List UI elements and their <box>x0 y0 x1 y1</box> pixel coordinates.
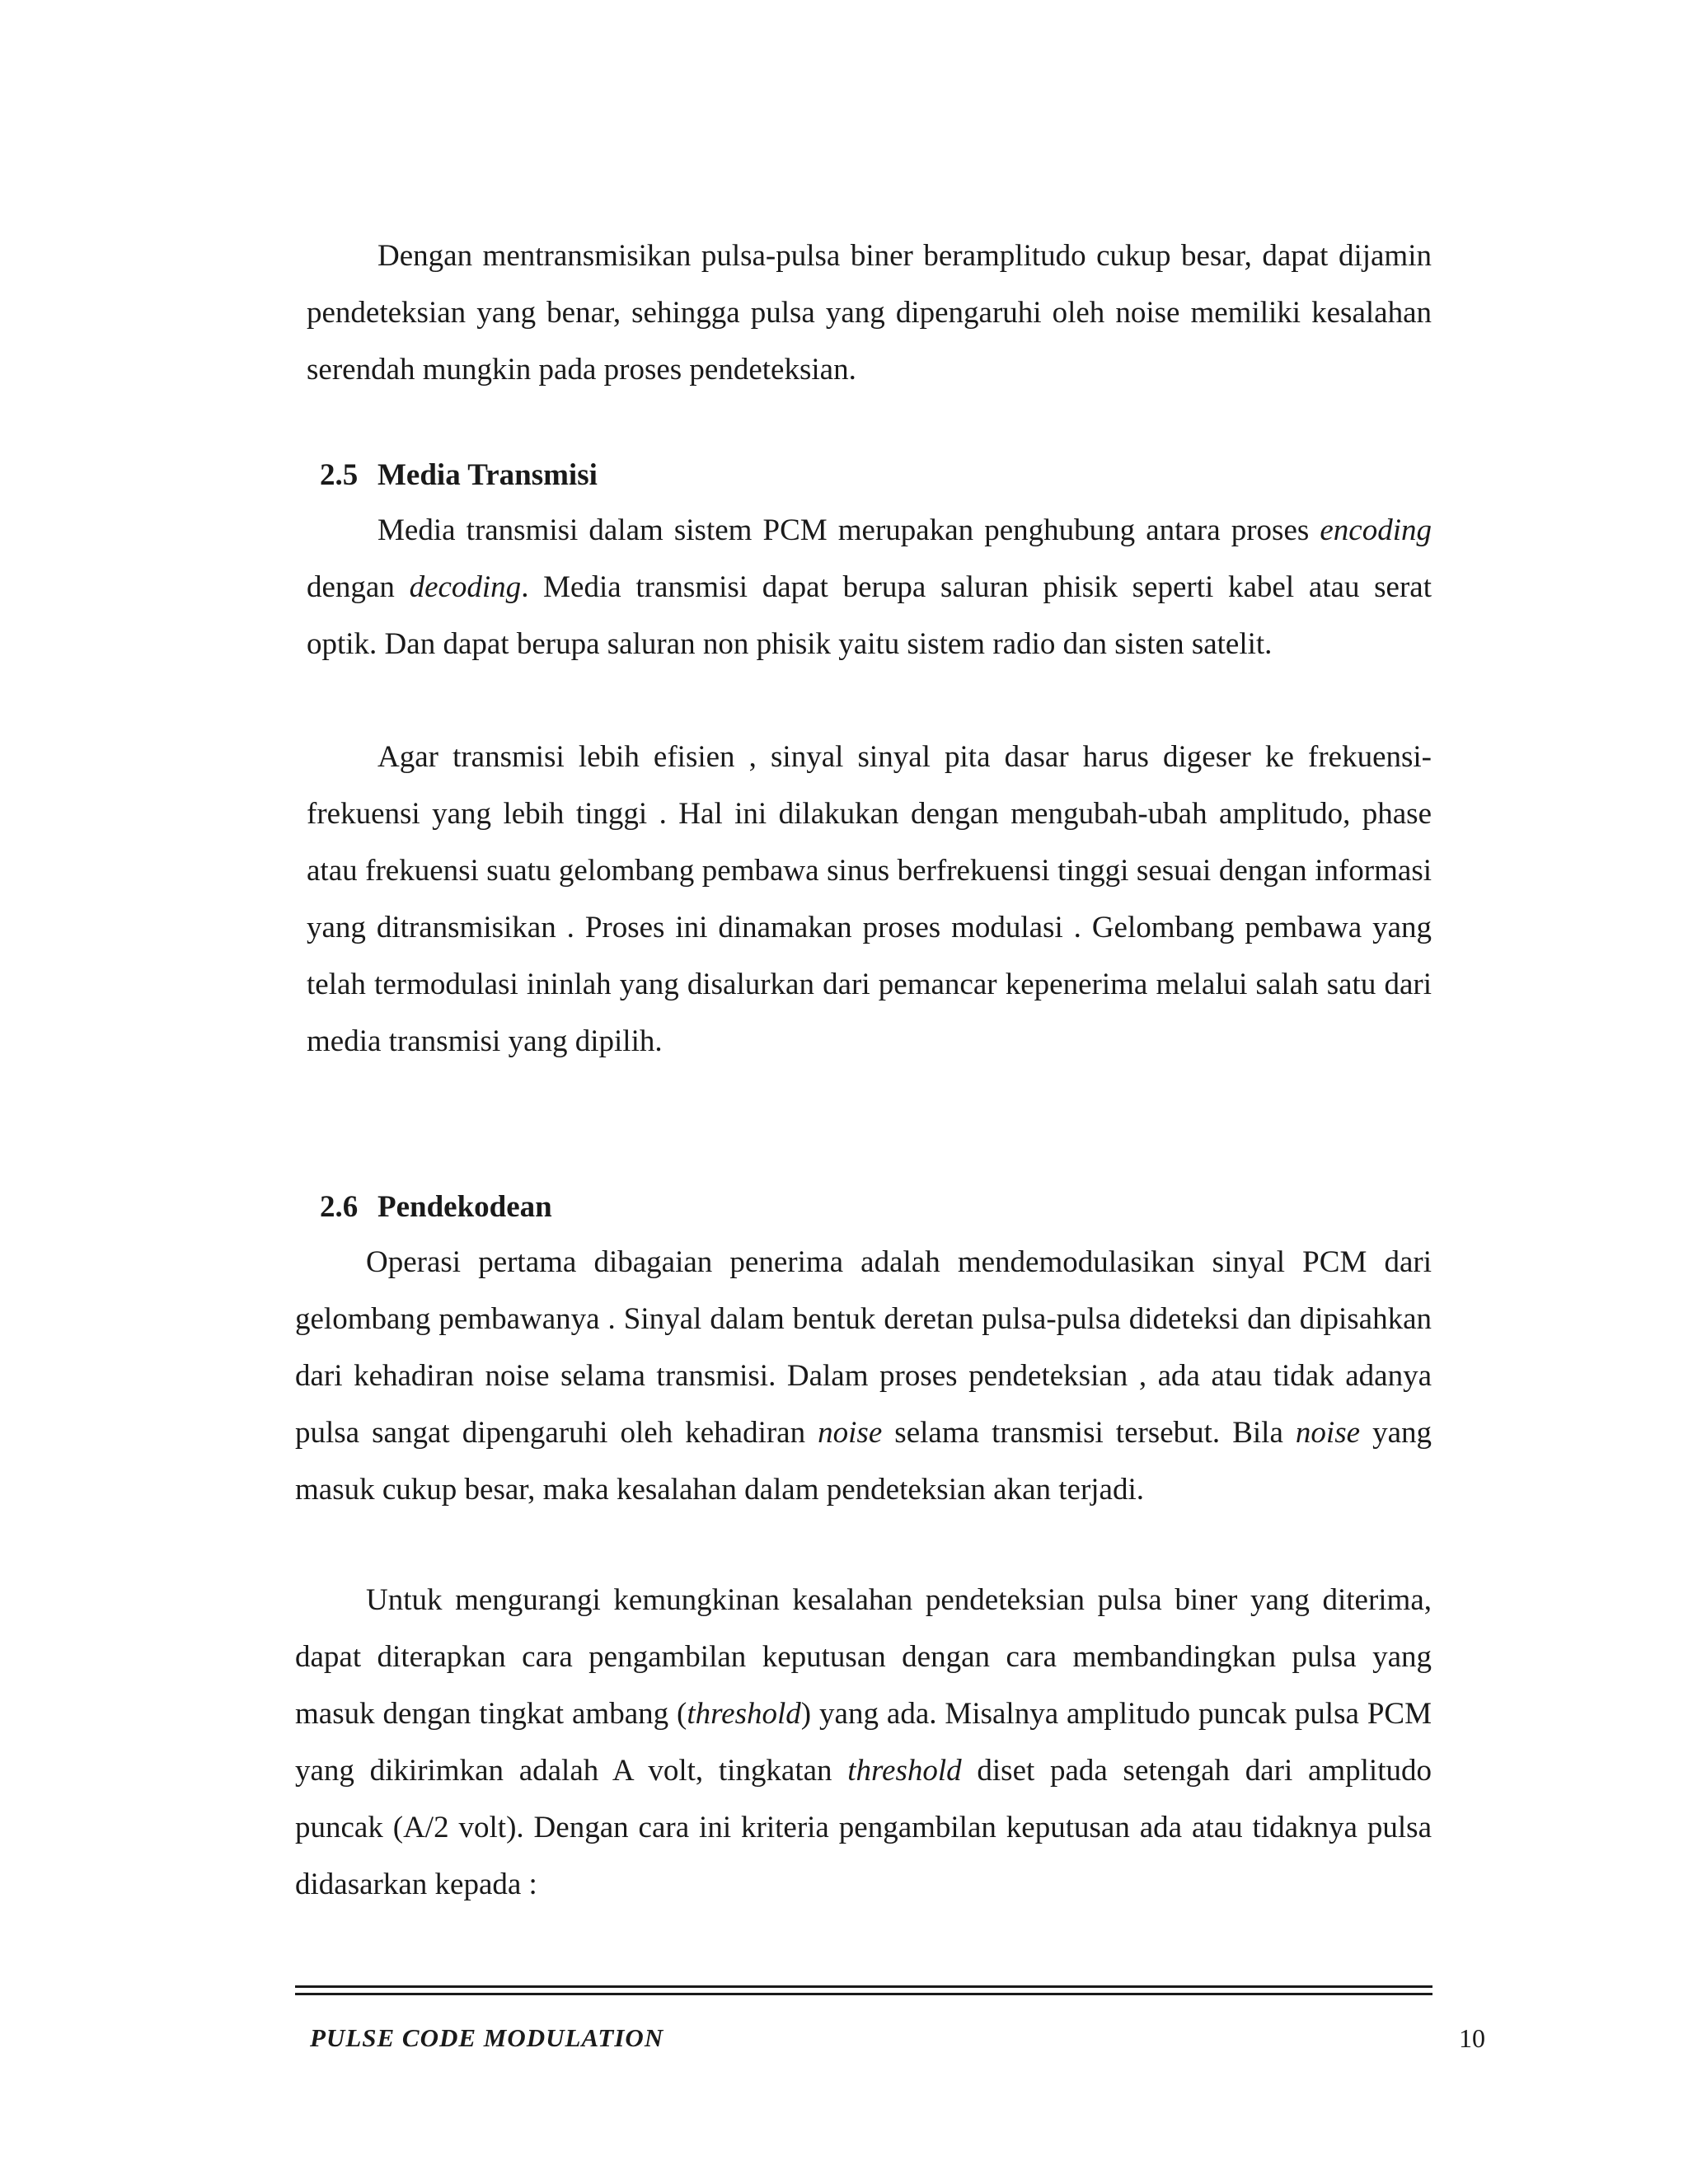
text-run: diset pada setengah dari amplitudo puncak (A/2 volt). Dengan cara ini kriteria pengambilan keputusan ada atau tidaknya pulsa didasarkan kepada : <box>295 1754 1432 1901</box>
footer-rule-top <box>295 1985 1432 1988</box>
text-run: Untuk mengurangi kemungkinan kesalahan pendeteksian pulsa biner yang diterima, dapat diterapkan cara pengambilan keputusan dengan cara membandingkan pulsa yang masuk dengan tingkat ambang ( <box>295 1583 1432 1731</box>
text-run: ) yang ada. Misalnya amplitudo puncak pulsa PCM yang dikirimkan adalah A volt, tingkatan <box>295 1697 1432 1788</box>
italic-term: encoding <box>1320 513 1432 547</box>
italic-term: threshold <box>687 1697 801 1731</box>
paragraph-media-transmisi <box>307 502 1432 673</box>
text-run: . Media transmisi dapat berupa saluran phisik seperti kabel atau serat optik. Dan dapat berupa saluran non phisik yaitu sistem radio dan sisten satelit. <box>307 570 1432 661</box>
page-number: 10 <box>1459 2023 1485 2053</box>
section-number: 2.5 <box>320 458 359 492</box>
paragraph-pendekodean <box>295 1234 1432 1518</box>
paragraph-modulasi: Agar transmisi lebih efisien , sinyal sinyal pita dasar harus digeser ke frekuensi-frekuensi yang lebih tinggi . Hal ini dilakukan dengan mengubah-ubah amplitudo, phase atau frekuensi suatu gelombang pembawa sinus berfrekuensi tinggi sesuai dengan informasi yang ditransmisikan . Proses ini dinamakan proses modulasi . Gelombang pembawa yang telah termodulasi ininlah yang disalurkan dari pemancar kepenerima melalui salah satu dari media transmisi yang dipilih. <box>307 740 1432 1058</box>
section-heading-2-5 <box>320 455 598 496</box>
text-run: selama transmisi tersebut. Bila <box>882 1416 1296 1450</box>
footer-title: PULSE CODE MODULATION <box>310 2023 664 2052</box>
text-run: dengan <box>307 570 410 604</box>
italic-term: noise <box>1295 1416 1361 1450</box>
text-run: Operasi pertama dibagaian penerima adalah mendemodulasikan sinyal PCM dari gelombang pembawanya . Sinyal dalam bentuk deretan pulsa-pulsa dideteksi dan dipisahkan dari kehadiran noise selama transmisi. Dalam proses pendeteksian , ada atau tidak adanya pulsa sangat dipengaruhi oleh kehadiran <box>295 1245 1432 1450</box>
section-number: 2.6 <box>320 1190 359 1224</box>
paragraph-intro: Dengan mentransmisikan pulsa-pulsa biner beramplitudo cukup besar, dapat dijamin pendeteksian yang benar, sehingga pulsa yang dipengaruhi oleh noise memiliki kesalahan serendah mungkin pada proses pendeteksian. <box>307 239 1432 387</box>
section-title: Pendekodean <box>377 1190 552 1224</box>
italic-term: decoding <box>409 570 522 604</box>
italic-term: threshold <box>847 1754 962 1788</box>
section-heading-2-6 <box>320 1187 552 1228</box>
paragraph-threshold <box>295 1572 1432 1913</box>
text-run: yang masuk cukup besar, maka kesalahan dalam pendeteksian akan terjadi. <box>295 1416 1432 1507</box>
footer-rule-bottom <box>295 1993 1432 1995</box>
section-title: Media Transmisi <box>377 458 598 492</box>
italic-term: noise <box>818 1416 883 1450</box>
text-run: Media transmisi dalam sistem PCM merupakan penghubung antara proses <box>377 513 1320 547</box>
